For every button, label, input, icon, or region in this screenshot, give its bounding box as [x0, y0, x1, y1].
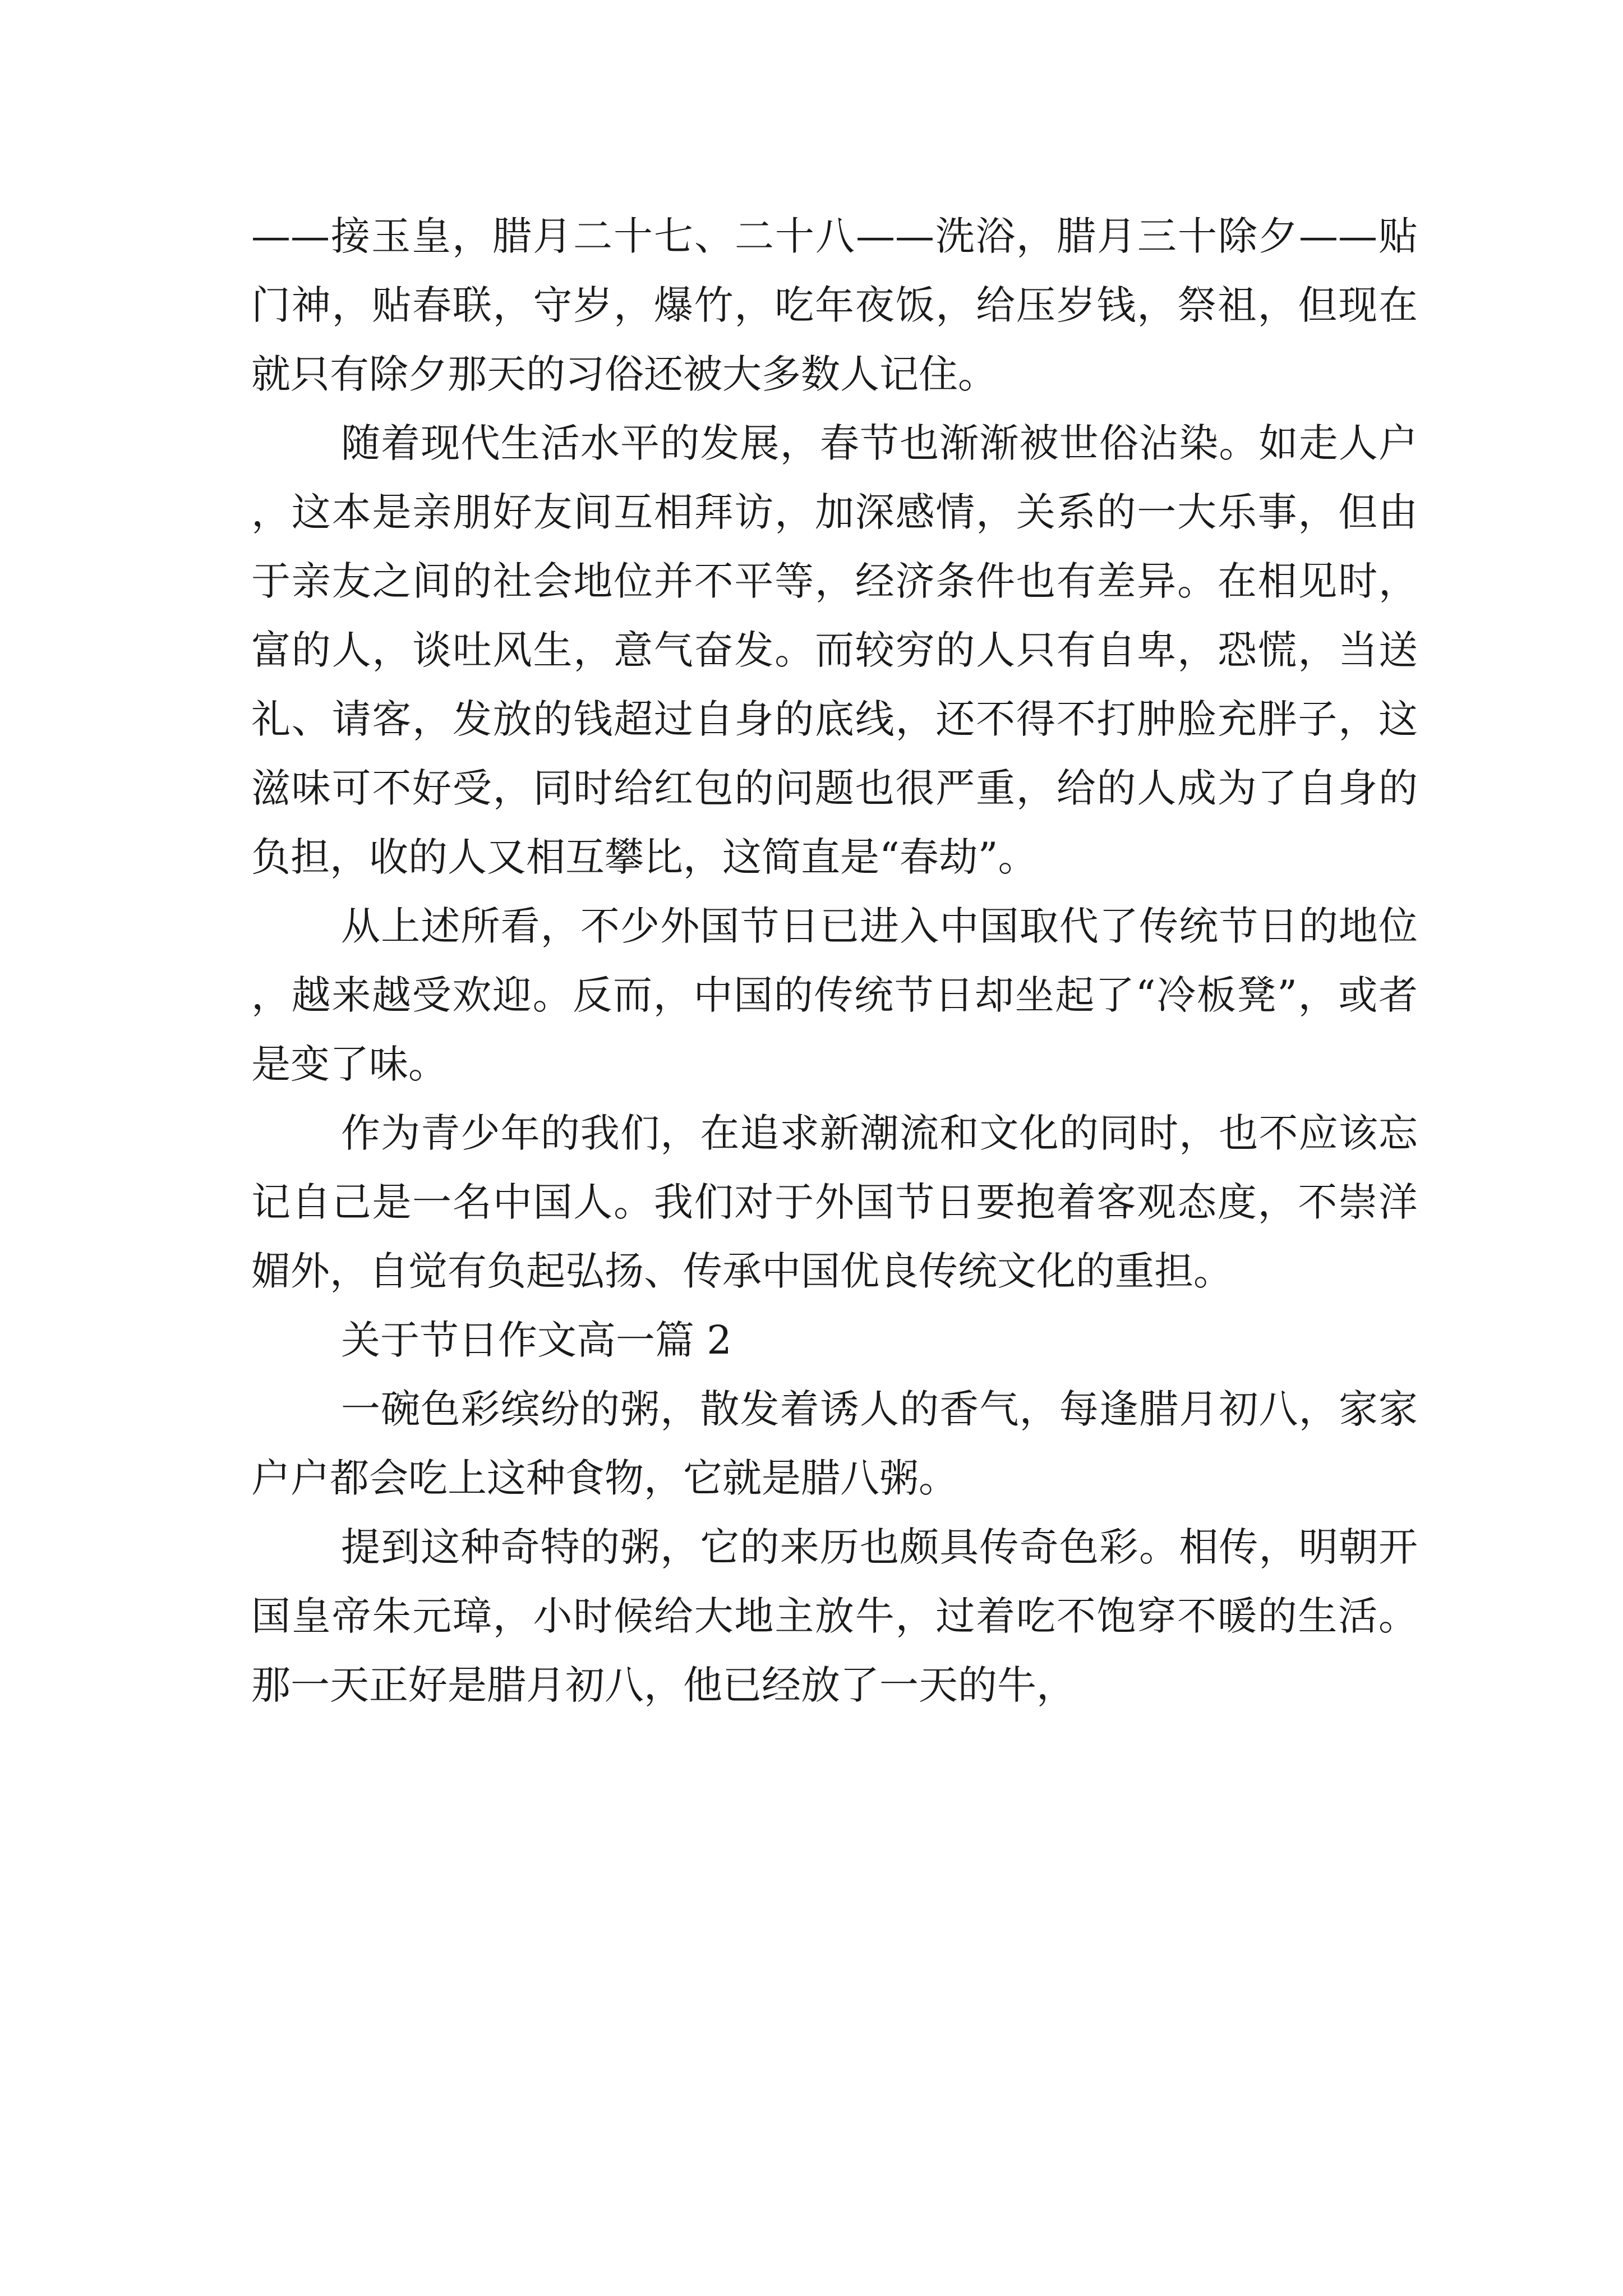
- paragraph-3: 从上述所看，不少外国节日已进入中国取代了传统节日的地位，越来越受欢迎。反而，中国的传统节日却坐起了“冷板凳”，或者是变了味。: [251, 903, 1418, 1087]
- paragraph-6: 提到这种奇特的粥，它的来历也颇具传奇色彩。相传，明朝开国皇帝朱元璋，小时候给大地主放牛，过着吃不饱穿不暖的生活。那一天正好是腊月初八，他已经放了一天的牛，: [251, 1524, 1418, 1708]
- paragraph-5: 一碗色彩缤纷的粥，散发着诱人的香气，每逢腊月初八，家家户户都会吃上这种食物，它就是腊八粥。: [251, 1386, 1418, 1501]
- paragraph-1: ——接玉皇，腊月二十七、二十八——洗浴，腊月三十除夕——贴门神，贴春联，守岁，爆竹，吃年夜饭，给压岁钱，祭祖，但现在就只有除夕那天的习俗还被大多数人记住。: [251, 213, 1418, 397]
- paragraph-4: 作为青少年的我们，在追求新潮流和文化的同时，也不应该忘记自己是一名中国人。我们对于外国节日要抱着客观态度，不崇洋媚外，自觉有负起弘扬、传承中国优良传统文化的重担。: [251, 1110, 1418, 1294]
- section-heading: 关于节日作文高一篇 2: [341, 1317, 732, 1363]
- paragraph-2: 随着现代生活水平的发展，春节也渐渐被世俗沾染。如走人户，这本是亲朋好友间互相拜访，加深感情，关系的一大乐事，但由于亲友之间的社会地位并不平等，经济条件也有差异。在相见时，富的人，谈吐风生，意气奋发。而较穷的人只有自卑，恐慌，当送礼、请客，发放的钱超过自身的底线，还不得不打肿脸充胖子，这滋味可不好受，同时给红包的问题也很严重，给的人成为了自身的负担，收的人又相互攀比，这简直是“春劫”。: [251, 420, 1418, 880]
- document-body: [251, 202, 1418, 1720]
